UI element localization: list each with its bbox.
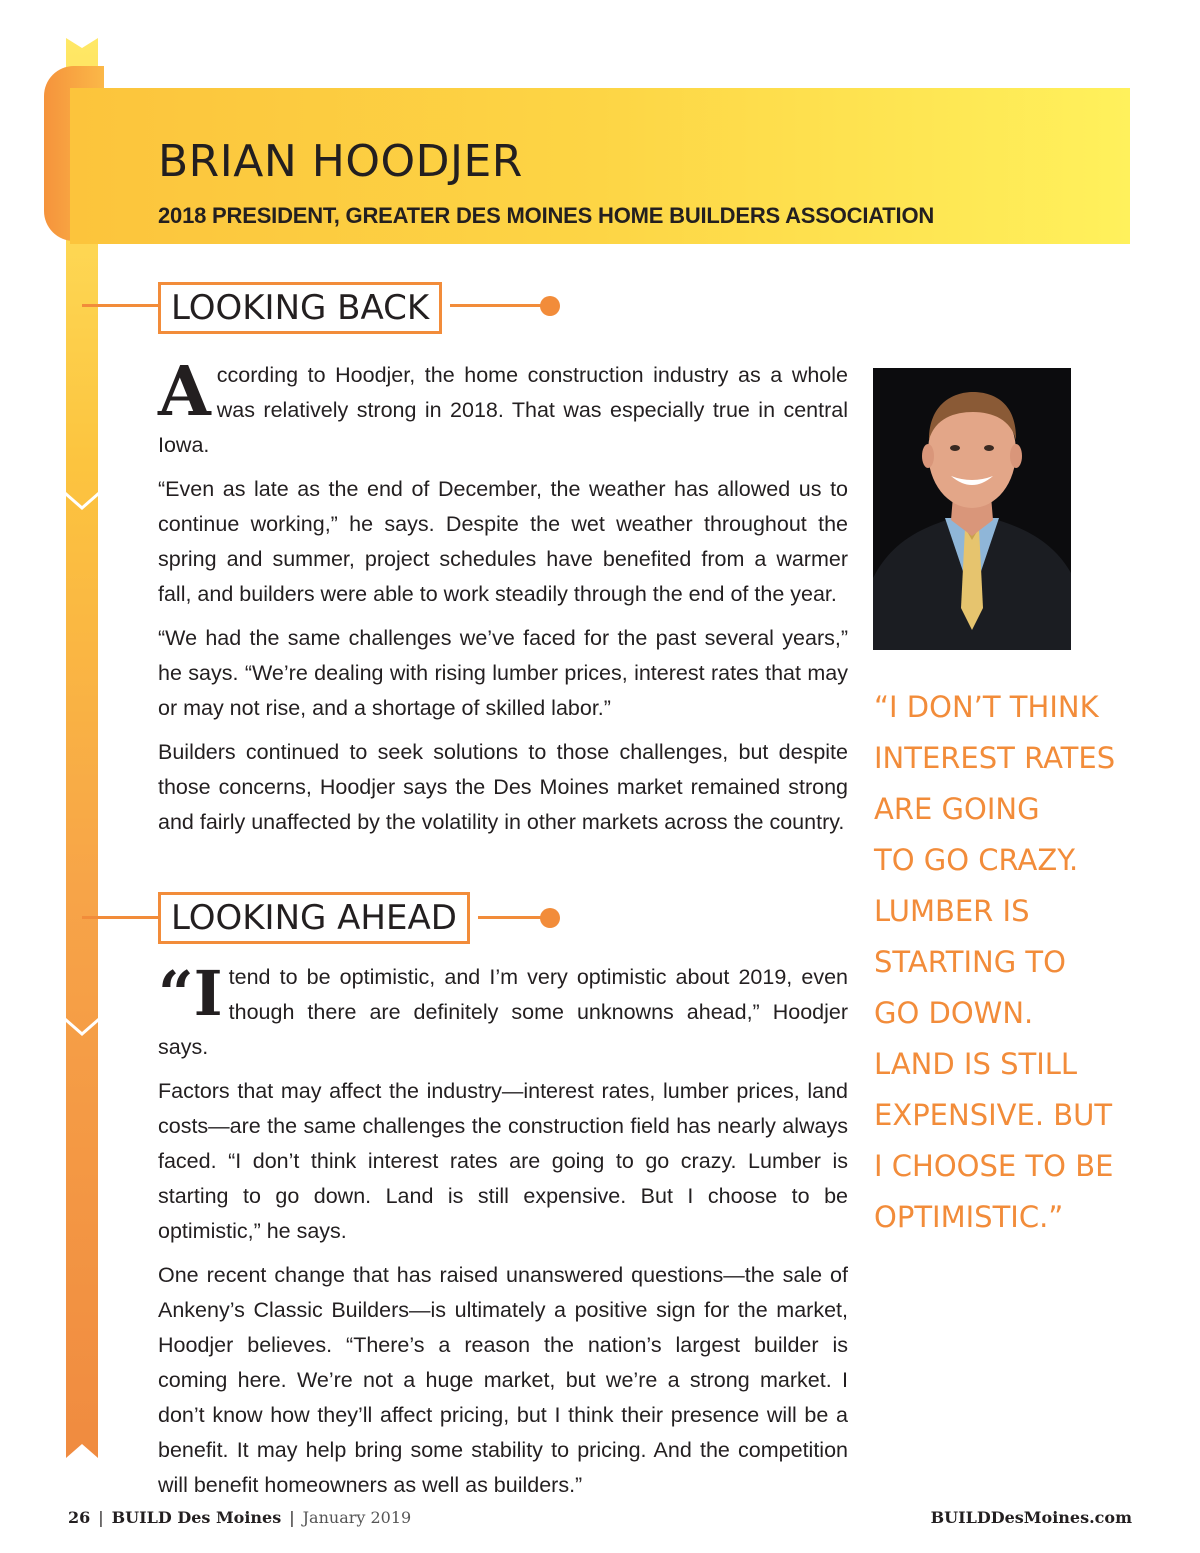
pull-quote-line: EXPENSIVE. BUT xyxy=(874,1098,1113,1132)
page-footer xyxy=(68,1508,1132,1532)
pull-quote-line: GO DOWN. xyxy=(874,996,1034,1030)
pull-quote-line: ARE GOING xyxy=(874,792,1040,826)
pull-quote-line: LUMBER IS xyxy=(874,894,1030,928)
paragraph xyxy=(158,957,848,1065)
drop-cap: “I xyxy=(158,957,223,1030)
left-ribbon-decoration xyxy=(66,38,98,1458)
issue-date: January 2019 xyxy=(302,1508,412,1527)
section-heading-looking-back: LOOKING BACK xyxy=(158,282,442,334)
section-dot xyxy=(540,296,560,316)
page-number: 26 xyxy=(68,1508,91,1527)
pull-quote-line: I CHOOSE TO BE xyxy=(874,1149,1114,1183)
section-rule-left xyxy=(82,304,162,307)
profile-role: 2018 PRESIDENT, GREATER DES MOINES HOME BUILDERS ASSOCIATION xyxy=(158,203,935,228)
headshot-photo xyxy=(873,368,1071,650)
pull-quote-line: STARTING TO xyxy=(874,945,1066,979)
paragraph xyxy=(158,352,848,463)
ribbon-chevron xyxy=(66,1018,98,1036)
pull-quote-line: “I DON’T THINK xyxy=(874,690,1099,724)
paragraph: Builders continued to seek solutions to those challenges, but despite those concerns, Hoodjer says the Des Moines market remained strong and fairly unaffected by the volatility in other markets across the country. xyxy=(158,740,848,834)
paragraph: “Even as late as the end of December, the weather has allowed us to continue working,” he says. Despite the wet weather throughout the spring and summer, project schedules have benefited from a warmer fall, and builders were able to work steadily through the end of the year. xyxy=(158,477,848,606)
section-dot xyxy=(540,908,560,928)
paragraph-text: ccording to Hoodjer, the home construction industry as a whole was relatively strong in 2018. That was especially true in central Iowa. xyxy=(158,363,848,457)
looking-back-body xyxy=(158,352,848,849)
section-heading-looking-ahead: LOOKING AHEAD xyxy=(158,892,470,944)
paragraph: Factors that may affect the industry—interest rates, lumber prices, land costs—are the same challenges the construction field has nearly always faced. “I don’t think interest rates are going to go crazy. Lumber is starting to go down. Land is still expensive. But I choose to be optimistic,” he says. xyxy=(158,1079,848,1243)
paragraph: “We had the same challenges we’ve faced for the past several years,” he says. “We’re dealing with rising lumber prices, interest rates that may or may not rise, and a shortage of skilled labor.” xyxy=(158,626,848,720)
website-link[interactable]: BUILDDesMoines.com xyxy=(930,1508,1132,1527)
looking-ahead-body xyxy=(158,957,848,1512)
ribbon-chevron xyxy=(66,492,98,510)
footer-left xyxy=(68,1508,411,1527)
footer-separator: | xyxy=(289,1508,295,1527)
pull-quote-line: OPTIMISTIC.” xyxy=(874,1200,1064,1234)
paragraph: One recent change that has raised unanswered questions—the sale of Ankeny’s Classic Builders—is ultimately a positive sign for the market, Hoodjer believes. “There’s a reason the nation’s largest builder is coming here. We’re not a huge market, but we’re a strong market. I don’t know how they’ll affect pricing, but I think their presence will be a benefit. It may help bring some stability to pricing. And the competition will benefit homeowners as well as builders.” xyxy=(158,1263,848,1497)
profile-name: BRIAN HOODJER xyxy=(158,136,523,187)
pull-quote-line: INTEREST RATES xyxy=(874,741,1116,775)
portrait-illustration xyxy=(873,368,1071,650)
publication-name: BUILD Des Moines xyxy=(111,1508,282,1527)
footer-separator: | xyxy=(98,1508,104,1527)
paragraph-text: tend to be optimistic, and I’m very optimistic about 2019, even though there are definitely some unknowns ahead,” Hoodjer says. xyxy=(158,965,848,1059)
pull-quote-line: LAND IS STILL xyxy=(874,1047,1078,1081)
pull-quote-line: TO GO CRAZY. xyxy=(874,843,1079,877)
pull-quote xyxy=(874,682,1144,1243)
section-rule-left xyxy=(82,916,162,919)
section-rule-right xyxy=(450,304,550,307)
drop-cap: A xyxy=(158,352,211,432)
